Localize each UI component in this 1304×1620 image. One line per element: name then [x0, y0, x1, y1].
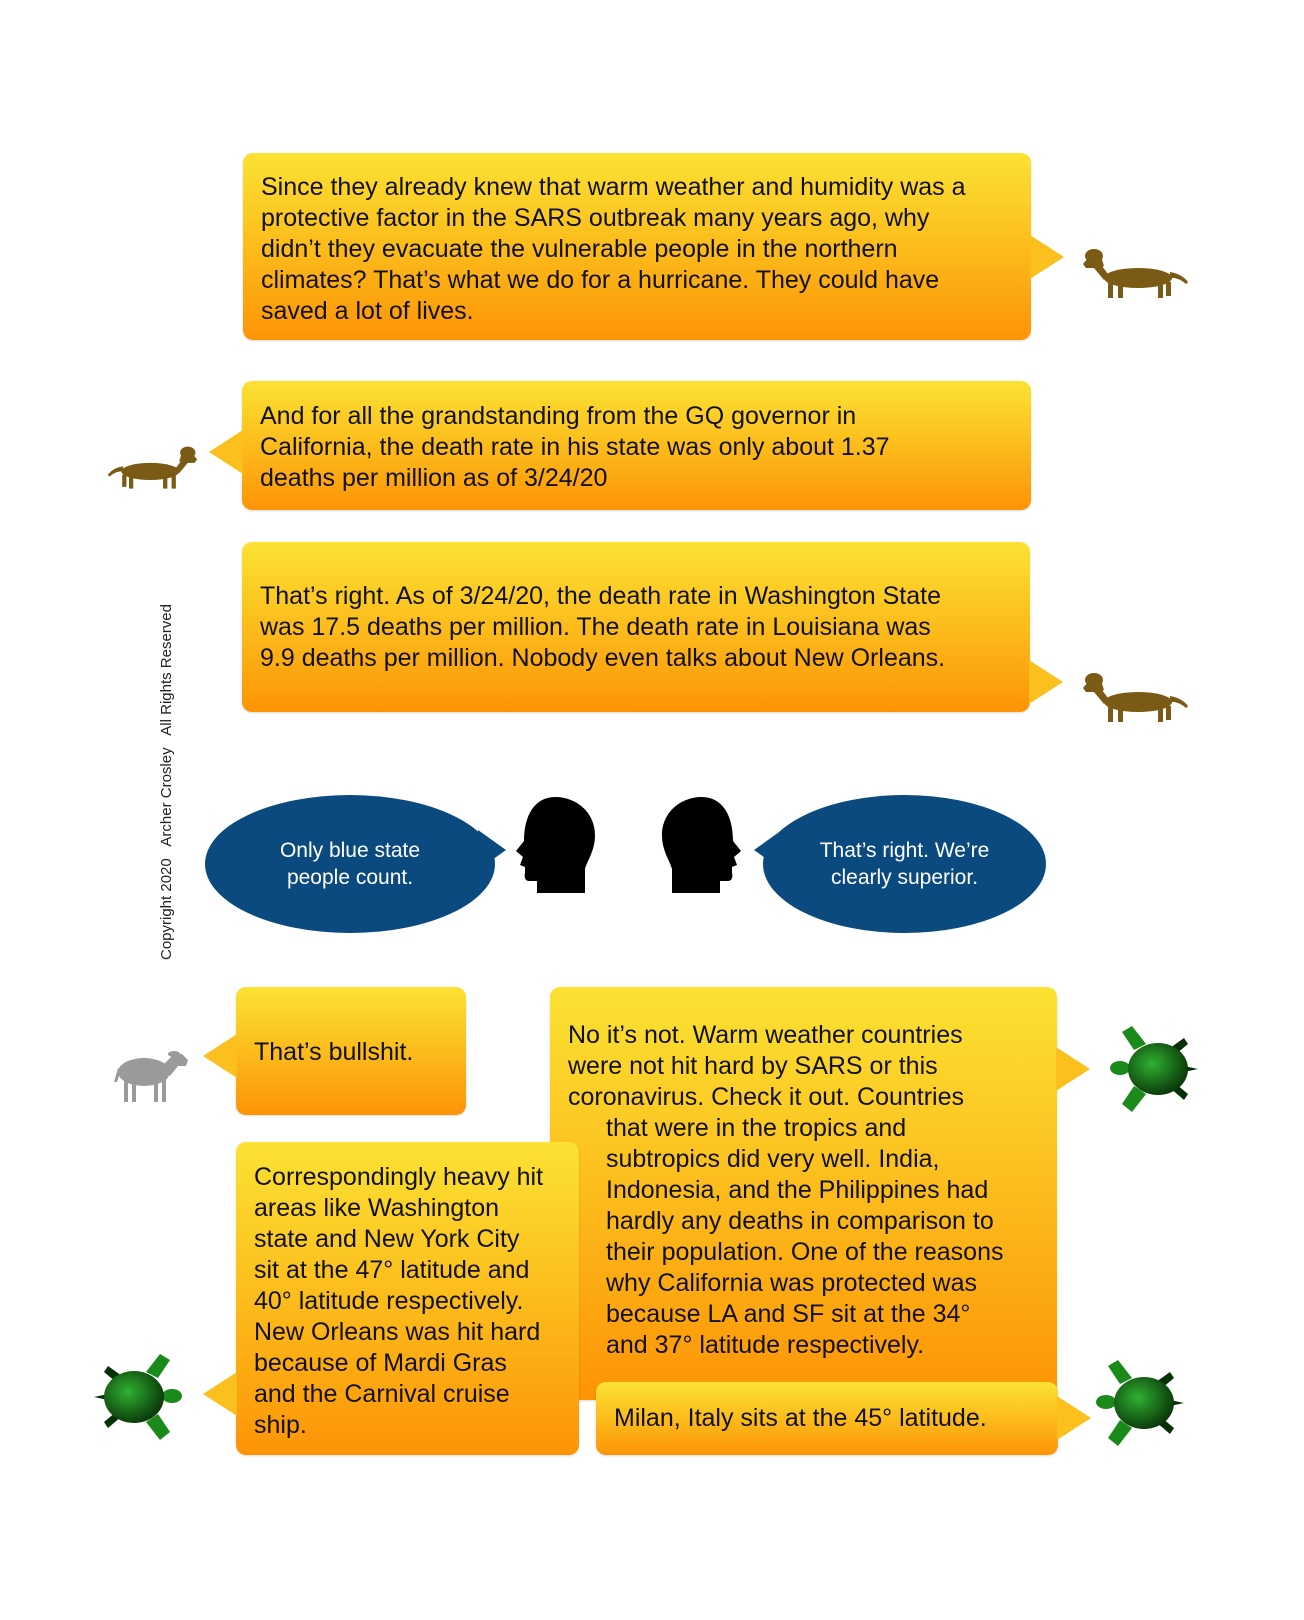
ellipse-pointer [478, 830, 508, 870]
thought-ellipse-right [763, 795, 1046, 933]
bubble-3-text: That’s right. As of 3/24/20, the death rate in Washington State was 17.5 deaths per million. The death rate in Louisiana was 9.9 deaths per million. Nobody even talks about New Orleans. [260, 582, 946, 672]
speech-bubble-3 [242, 542, 1030, 712]
copyright-text: Copyright 2020 Archer Crosley All Rights Reserved [158, 604, 175, 960]
speech-bubble-4 [236, 987, 466, 1115]
dachshund-icon [1082, 246, 1190, 302]
speech-bubble-2 [242, 381, 1031, 510]
speech-bubble-7 [596, 1382, 1058, 1455]
bubble-tail [203, 1372, 237, 1416]
turtle-icon [1104, 1022, 1200, 1116]
bubble-tail [1030, 235, 1064, 279]
speech-bubble-5 [550, 987, 1057, 1400]
dachshund-icon [106, 444, 198, 492]
bubble-1-text: Since they already knew that warm weather and humidity was a protective factor in the SARS outbreak many years ago, why didn’t they evacuate the vulnerable people in the northern climates? That’s what we do for a hurricane. They could have saved a lot of lives. [261, 173, 966, 325]
speech-bubble-6 [236, 1142, 579, 1455]
bubble-7-text: Milan, Italy sits at the 45° latitude. [614, 1404, 987, 1432]
bubble-tail [203, 1034, 237, 1078]
bubble-tail [1057, 1396, 1091, 1440]
turtle-icon [1090, 1356, 1186, 1450]
bubble-5-text-body: that were in the tropics and subtropics did very well. India, Indonesia, and the Philippines had hardly any deaths in comparison to their population. One of the reasons why California was protected was because LA and SF sit at the 34° and 37° latitude respectively. [606, 1114, 1004, 1359]
bubble-tail [1029, 660, 1063, 704]
bubble-4-text: That’s bullshit. [254, 1038, 414, 1066]
bubble-tail [209, 430, 243, 474]
thought-ellipse-left [205, 795, 495, 933]
turtle-icon [92, 1350, 188, 1444]
bubble-2-text: And for all the grandstanding from the GQ governor in California, the death rate in his state was only about 1.37 deaths per million as of 3/24/20 [260, 402, 890, 492]
sheep-icon [114, 1048, 188, 1104]
head-icon [660, 795, 742, 895]
ellipse-left-text: Only blue state people count. [279, 839, 421, 889]
dachshund-icon [1082, 670, 1190, 726]
head-icon [515, 795, 597, 895]
ellipse-right-text: That’s right. We’re clearly superior. [819, 839, 990, 889]
bubble-6-text: Correspondingly heavy hit areas like Washington state and New York City sit at the 47° latitude and 40° latitude respectively. New Orleans was hit hard because of Mardi Gras and the Carnival cruise ship. [254, 1163, 544, 1439]
bubble-5-text-head: No it’s not. Warm weather countries were not hit hard by SARS or this coronavirus. Check it out. Countries [568, 1021, 965, 1111]
speech-bubble-1 [243, 153, 1031, 340]
bubble-tail [1056, 1047, 1090, 1091]
